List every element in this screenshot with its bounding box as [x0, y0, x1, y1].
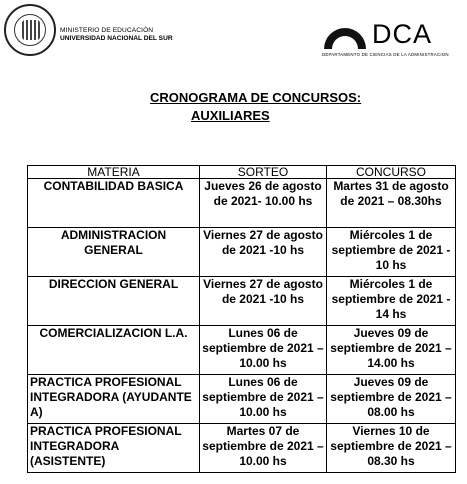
cell-materia: DIRECCION GENERAL	[28, 277, 200, 326]
schedule-table	[27, 165, 456, 473]
cell-sorteo: Lunes 06 de septiembre de 2021 – 10.00 hs	[200, 375, 327, 424]
cell-concurso: Viernes 10 de septiembre de 2021 – 08.30 hs	[327, 424, 456, 473]
cell-sorteo: Lunes 06 de septiembre de 2021 – 10.00 hs	[200, 326, 327, 375]
cell-materia: CONTABILIDAD BASICA	[28, 179, 200, 228]
university-header	[60, 27, 173, 43]
header-concurso: CONCURSO	[327, 166, 456, 179]
cell-materia: ADMINISTRACION GENERAL	[28, 228, 200, 277]
university-seal-icon	[4, 4, 56, 56]
ministry-line: MINISTERIO DE EDUCACIÓN	[60, 27, 154, 34]
table-header-row	[28, 166, 456, 179]
cell-sorteo: Viernes 27 de agosto de 2021 -10 hs	[200, 228, 327, 277]
cell-concurso: Jueves 09 de septiembre de 2021 – 08.00 hs	[327, 375, 456, 424]
cell-sorteo: Jueves 26 de agosto de 2021- 10.00 hs	[200, 179, 327, 228]
dept-subtitle: DEPARTAMENTO DE CIENCIAS DE LA ADMINISTRACION	[322, 52, 449, 57]
header-materia: MATERIA	[28, 166, 200, 179]
table-row	[28, 228, 456, 277]
cell-concurso: Miércoles 1 de septiembre de 2021 - 10 hs	[327, 228, 456, 277]
table-row	[28, 277, 456, 326]
cell-materia: PRACTICA PROFESIONAL INTEGRADORA (AYUDANTE A)	[28, 375, 200, 424]
cell-concurso: Miércoles 1 de septiembre de 2021 - 14 hs	[327, 277, 456, 326]
page-title: CRONOGRAMA DE CONCURSOS:	[150, 90, 362, 105]
table-row	[28, 424, 456, 473]
cell-concurso: Martes 31 de agosto de 2021 – 08.30hs	[327, 179, 456, 228]
page-subtitle: AUXILIARES	[191, 108, 270, 123]
university-line: UNIVERSIDAD NACIONAL DEL SUR	[60, 35, 173, 42]
table-row	[28, 375, 456, 424]
seal-core	[22, 20, 40, 40]
dca-logo-text: DCA	[372, 19, 433, 49]
table-row	[28, 179, 456, 228]
header-sorteo: SORTEO	[200, 166, 327, 179]
dca-logo-icon	[322, 24, 368, 50]
cell-sorteo: Viernes 27 de agosto de 2021 -10 hs	[200, 277, 327, 326]
table-row	[28, 326, 456, 375]
cell-concurso: Jueves 09 de septiembre de 2021 – 14.00 hs	[327, 326, 456, 375]
cell-materia: PRACTICA PROFESIONAL INTEGRADORA (ASISTENTE)	[28, 424, 200, 473]
cell-sorteo: Martes 07 de septiembre de 2021 – 10.00 hs	[200, 424, 327, 473]
cell-materia: COMERCIALIZACION L.A.	[28, 326, 200, 375]
